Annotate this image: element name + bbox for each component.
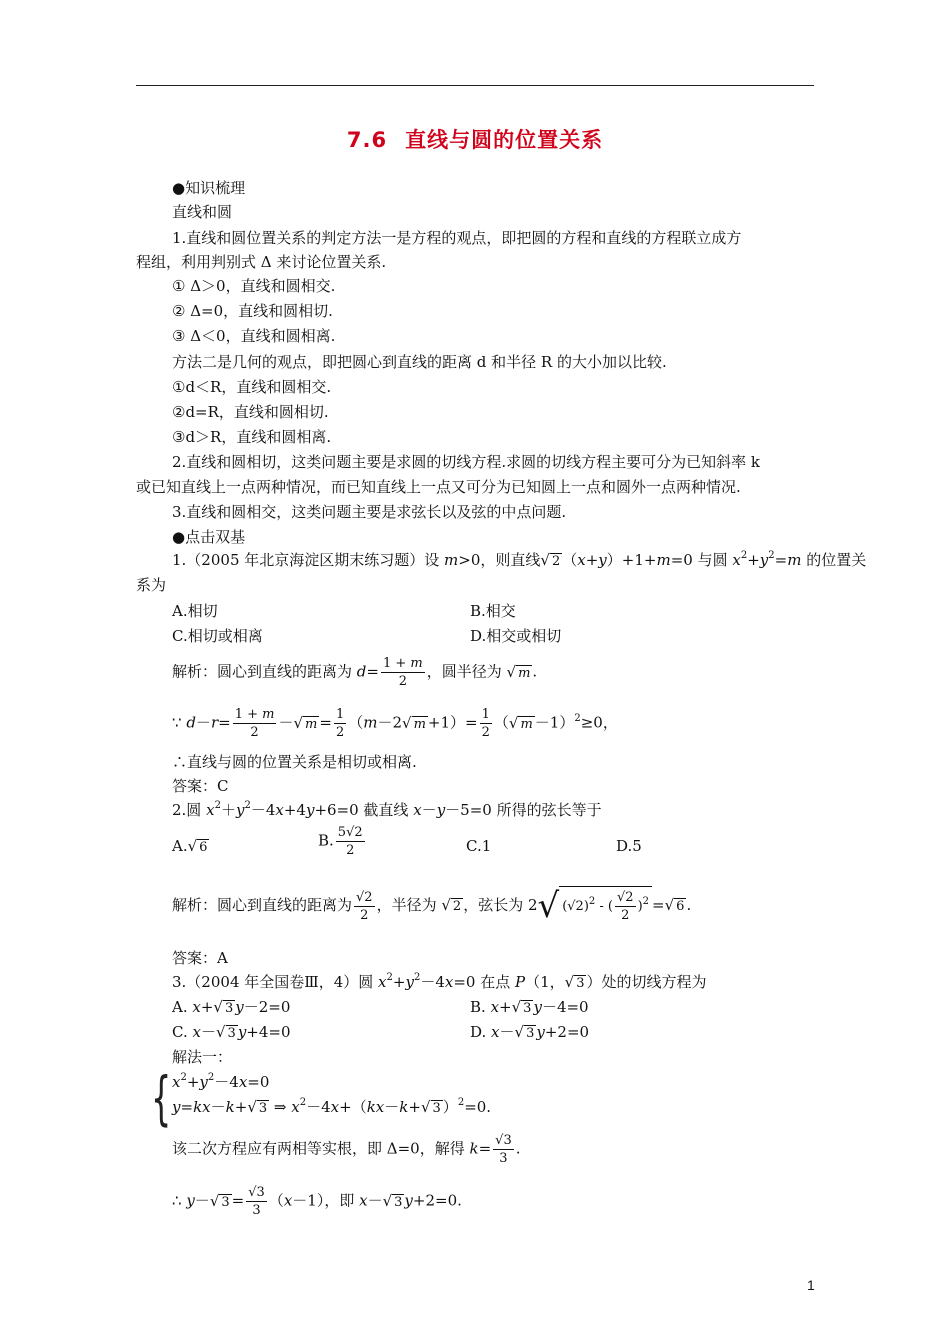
equation-line: $x^2+y^2-4x=0$ <box>172 1072 270 1091</box>
page-title: 7.6 直线与圆的位置关系 <box>346 128 604 152</box>
page-number: 1 <box>807 1277 815 1293</box>
list-item: ①d＜R，直线和圆相交. <box>172 378 332 396</box>
solution-heading: 解法一： <box>172 1048 233 1066</box>
subheading: 直线和圆 <box>172 203 233 221</box>
paragraph: 程组，利用判别式 Δ 来讨论位置关系. <box>136 253 387 271</box>
paragraph: 1.直线和圆位置关系的判定方法一是方程的观点，即把圆的方程和直线的方程联立成方 <box>172 229 742 247</box>
list-item: ② Δ=0，直线和圆相切. <box>172 302 333 320</box>
question-3: 3.（2004 年全国卷Ⅲ，4）圆 $x^2+y^2-4x=0$ 在点 P（1，√ 3 ）处的切线方程为 <box>172 972 707 991</box>
option-d: D.相交或相切 <box>470 627 562 645</box>
paragraph: 方法二是几何的观点，即把圆心到直线的距离 d 和半径 R 的大小加以比较. <box>172 353 667 371</box>
option-a: A.相切 <box>172 602 218 620</box>
option-b: B. $\frac{5√2}{2}$ <box>318 825 363 858</box>
option-d: D.5 <box>616 837 642 855</box>
system-brace: { <box>151 1064 172 1132</box>
paragraph: 2.直线和圆相切，这类问题主要是求圆的切线方程.求圆的切线方程主要可分为已知斜率 k <box>172 453 760 471</box>
solution-line: ∴直线与圆的位置关系是相切或相离. <box>172 753 417 771</box>
solution-line: ∵ d－r= $\frac{1 + m}{2}$ －√ m = $\frac{1}{2}$ （m－2√ m +1）= $\frac{1}{2}$ （√ m －1）$^2$≥0， <box>172 707 618 740</box>
list-item: ②d=R，直线和圆相切. <box>172 403 329 421</box>
section-heading: ●点击双基 <box>172 528 246 546</box>
solution-line: 解析：圆心到直线的距离为 d= $\frac{1 + m}{2}$ ，圆半径为 √ m . <box>172 656 538 689</box>
paragraph: 或已知直线上一点两种情况，而已知直线上一点又可分为已知圆上一点和圆外一点两种情况. <box>136 478 741 496</box>
paragraph: 系为 <box>136 576 167 594</box>
solution-line: 解析：圆心到直线的距离为 $\frac{√2}{2}$ ，半径为 √ 2 ，弦长为 2√ $(√2)^2$ - ( $\frac{√2}{2}$ )$^2$ =√ 6 . <box>172 886 692 926</box>
equation-line: y=kx－k+√ 3 ⇒ $x^2-4x+(kx-k+√$ 3 ）$^2$=0. <box>172 1097 492 1116</box>
list-item: ① Δ＞0，直线和圆相交. <box>172 277 336 295</box>
list-item: ③ Δ＜0，直线和圆相离. <box>172 327 336 345</box>
option-d: D. x－√ 3 y+2=0 <box>470 1023 590 1041</box>
option-c: C.相切或相离 <box>172 627 263 645</box>
option-a: A. x+√ 3 y－2=0 <box>172 998 291 1016</box>
section-heading: ●知识梳理 <box>172 179 246 197</box>
option-a: A.√ 6 <box>172 837 208 855</box>
question-1: 1.（2005 年北京海淀区期末练习题）设 m>0，则直线√ 2 （x+y）+1+m=0 与圆 $x^2+y^2=m$ 的位置关 <box>172 550 867 569</box>
answer: 答案：C <box>172 777 229 795</box>
list-item: ③d＞R，直线和圆相离. <box>172 428 332 446</box>
answer: 答案：A <box>172 949 228 967</box>
solution-line: 该二次方程应有两相等实根，即 Δ=0，解得 k= $\frac{√3}{3}$ . <box>172 1133 521 1166</box>
option-c: C. x－√ 3 y+4=0 <box>172 1023 291 1041</box>
header-rule <box>136 85 814 86</box>
question-2: 2.圆 $x^2+y^2-4x+4y+6=0$ 截直线 x－y－5=0 所得的弦长等于 <box>172 800 602 819</box>
option-c: C.1 <box>466 837 492 855</box>
option-b: B.相交 <box>470 602 516 620</box>
paragraph: 3.直线和圆相交，这类问题主要是求弦长以及弦的中点问题. <box>172 503 567 521</box>
solution-line: ∴ y－√ 3 = $\frac{√3}{3}$ （x－1），即 x－√ 3 y+2=0. <box>172 1185 462 1218</box>
option-b: B. x+√ 3 y－4=0 <box>470 998 589 1016</box>
